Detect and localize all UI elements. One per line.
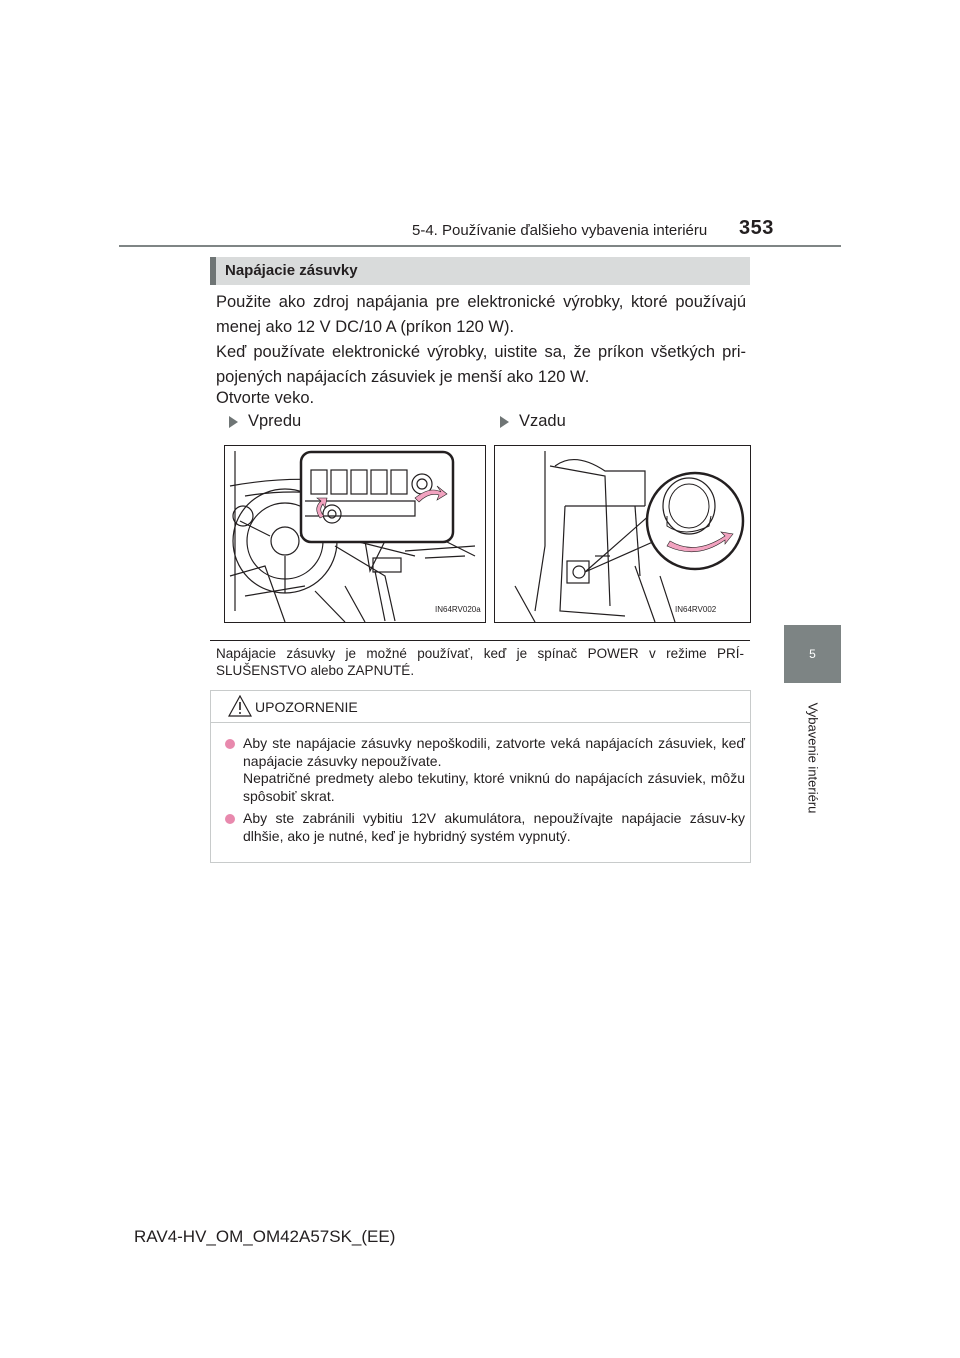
paragraph-intro: Použite ako zdroj napájania pre elektronické výrobky, ktoré používajú menej ako 12 V DC/10 A (príkon 120 W). — [216, 293, 746, 336]
paragraph-open-lid: Otvorte veko. — [216, 389, 315, 407]
warning-triangle-icon — [228, 695, 252, 717]
front-outlet-illustration — [224, 445, 486, 623]
front-label — [229, 412, 301, 431]
warning-item — [225, 810, 745, 845]
section-title: 5-4. Používanie ďalšieho vybavenia interiéru — [412, 222, 708, 239]
header-divider — [119, 245, 841, 247]
rear-label — [500, 412, 566, 431]
rear-label-text: Vzadu — [519, 412, 566, 430]
section-heading: Napájacie zásuvky — [225, 262, 358, 279]
triangle-bullet-icon — [500, 416, 509, 428]
warning-item-text: Aby ste zabránili vybitiu 12V akumulátora, nepoužívajte napájacie zásuv-ky dlhšie, ako je nutné, keď je hybridný systém vypnutý. — [243, 810, 745, 844]
page-number: 353 — [739, 217, 774, 239]
section-heading-accent — [210, 257, 216, 285]
chapter-title-vertical — [803, 690, 823, 825]
section-heading-bar — [210, 257, 750, 285]
bullet-dot-icon — [225, 739, 235, 749]
chapter-title: Vybavenie interiéru — [805, 702, 821, 813]
rear-console-drawing — [495, 446, 750, 622]
rear-outlet-illustration — [494, 445, 751, 623]
warning-box — [210, 690, 751, 863]
warning-header — [211, 691, 750, 723]
front-figure-code: IN64RV020a — [435, 605, 481, 614]
chapter-tab — [784, 625, 841, 683]
paragraph-power-limit: Keď používate elektronické výrobky, uistite sa, že príkon všetkých pri-pojených napájacích zásuviek je menší ako 120 W. — [216, 343, 746, 386]
dashboard-drawing — [225, 446, 485, 622]
rear-figure-code: IN64RV002 — [675, 605, 717, 614]
note-divider — [210, 640, 750, 641]
note-text: Napájacie zásuvky je možné používať, keď je spínač POWER v režime PRÍ-SLUŠENSTVO alebo ZAPNUTÉ. — [216, 646, 744, 678]
bullet-dot-icon — [225, 814, 235, 824]
triangle-bullet-icon — [229, 416, 238, 428]
front-label-text: Vpredu — [248, 412, 302, 430]
warning-title: UPOZORNENIE — [255, 699, 358, 715]
document-code: RAV4-HV_OM_OM42A57SK_(EE) — [134, 1227, 396, 1246]
chapter-number: 5 — [809, 647, 816, 661]
warning-item-text: Aby ste napájacie zásuvky nepoškodili, zatvorte veká napájacích zásuviek, keď napájacie zásuvky nepoužívate. Nepatričné predmety alebo tekutiny, ktoré vniknú do napájacích zásuviek, môžu spôsobiť skrat. — [243, 735, 745, 804]
warning-item — [225, 735, 745, 805]
